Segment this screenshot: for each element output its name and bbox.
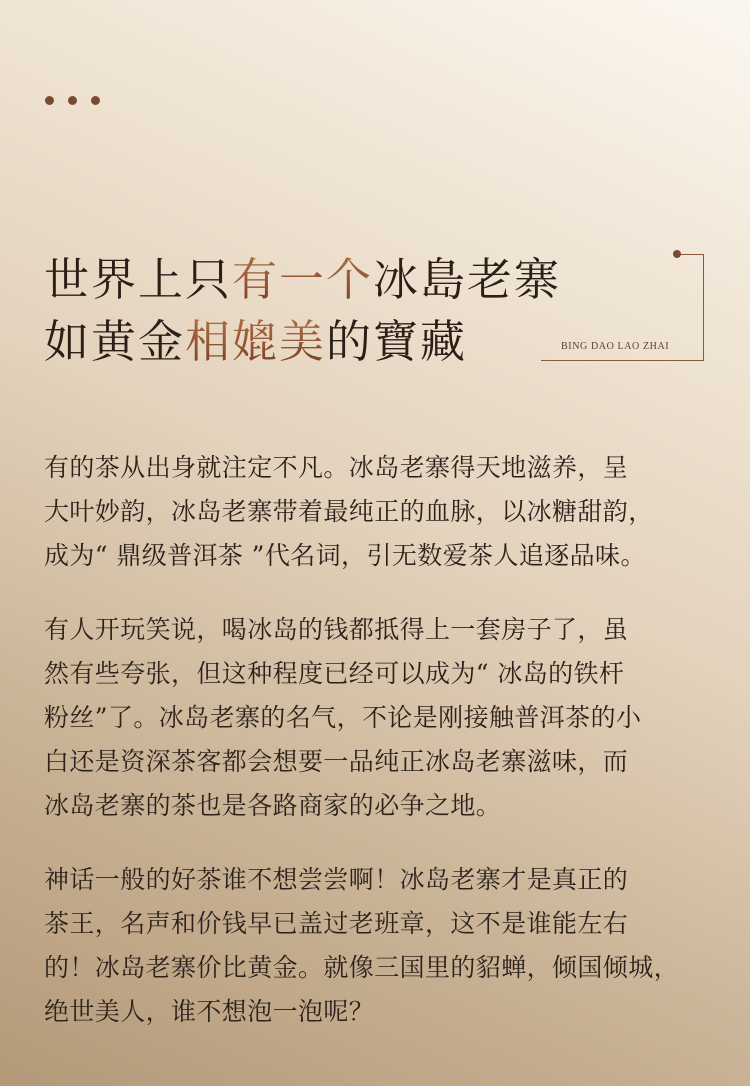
title-line-1 bbox=[44, 252, 561, 308]
title-line-2-start: 如黄金 bbox=[44, 315, 186, 368]
page-title bbox=[44, 252, 704, 372]
paragraph-1 bbox=[44, 446, 708, 578]
title-line-2-accent: 相媲美 bbox=[185, 315, 327, 368]
decorative-dots bbox=[45, 96, 100, 105]
paragraph-line: 神话一般的好茶谁不想尝尝啊！冰岛老寨才是真正的 bbox=[44, 865, 629, 894]
paragraph-line: 白还是资深茶客都会想要一品纯正冰岛老寨滋味，而 bbox=[44, 747, 629, 776]
title-line-1-start: 世界上只 bbox=[44, 253, 233, 306]
paragraph-line: 大叶妙韵，冰岛老寨带着最纯正的血脉，以冰糖甜韵， bbox=[44, 497, 654, 526]
title-line-1-accent: 有一个 bbox=[232, 253, 374, 306]
paragraph-line: 然有些夸张，但这种程度已经可以成为“ 冰岛的铁杆 bbox=[44, 659, 625, 688]
article-body bbox=[44, 446, 708, 1064]
paragraph-line: 成为“ 鼎级普洱茶 ”代名词，引无数爱茶人追逐品味。 bbox=[44, 541, 646, 570]
title-line-2 bbox=[44, 314, 467, 370]
paragraph-3 bbox=[44, 858, 708, 1034]
paragraph-line: 冰岛老寨的茶也是各路商家的必争之地。 bbox=[44, 791, 502, 820]
paragraph-line: 茶王，名声和价钱早已盖过老班章，这不是谁能左右 bbox=[44, 909, 629, 938]
dot-icon bbox=[45, 96, 54, 105]
dot-icon bbox=[91, 96, 100, 105]
dot-icon bbox=[68, 96, 77, 105]
title-line-1-end: 冰島老寨 bbox=[373, 253, 562, 306]
title-pinyin: BING DAO LAO ZHAI bbox=[561, 341, 670, 352]
paragraph-2 bbox=[44, 608, 708, 828]
title-line-2-end: 的寶藏 bbox=[326, 315, 468, 368]
paragraph-line: 有人开玩笑说，喝冰岛的钱都抵得上一套房子了，虽 bbox=[44, 615, 629, 644]
paragraph-line: 的！冰岛老寨价比黄金。就像三国里的貂蝉，倾国倾城， bbox=[44, 953, 680, 982]
paragraph-line: 粉丝”了。冰岛老寨的名气，不论是刚接触普洱茶的小 bbox=[44, 703, 642, 732]
paragraph-line: 绝世美人，谁不想泡一泡呢？ bbox=[44, 997, 375, 1026]
paragraph-line: 有的茶从出身就注定不凡。冰岛老寨得天地滋养，呈 bbox=[44, 453, 629, 482]
